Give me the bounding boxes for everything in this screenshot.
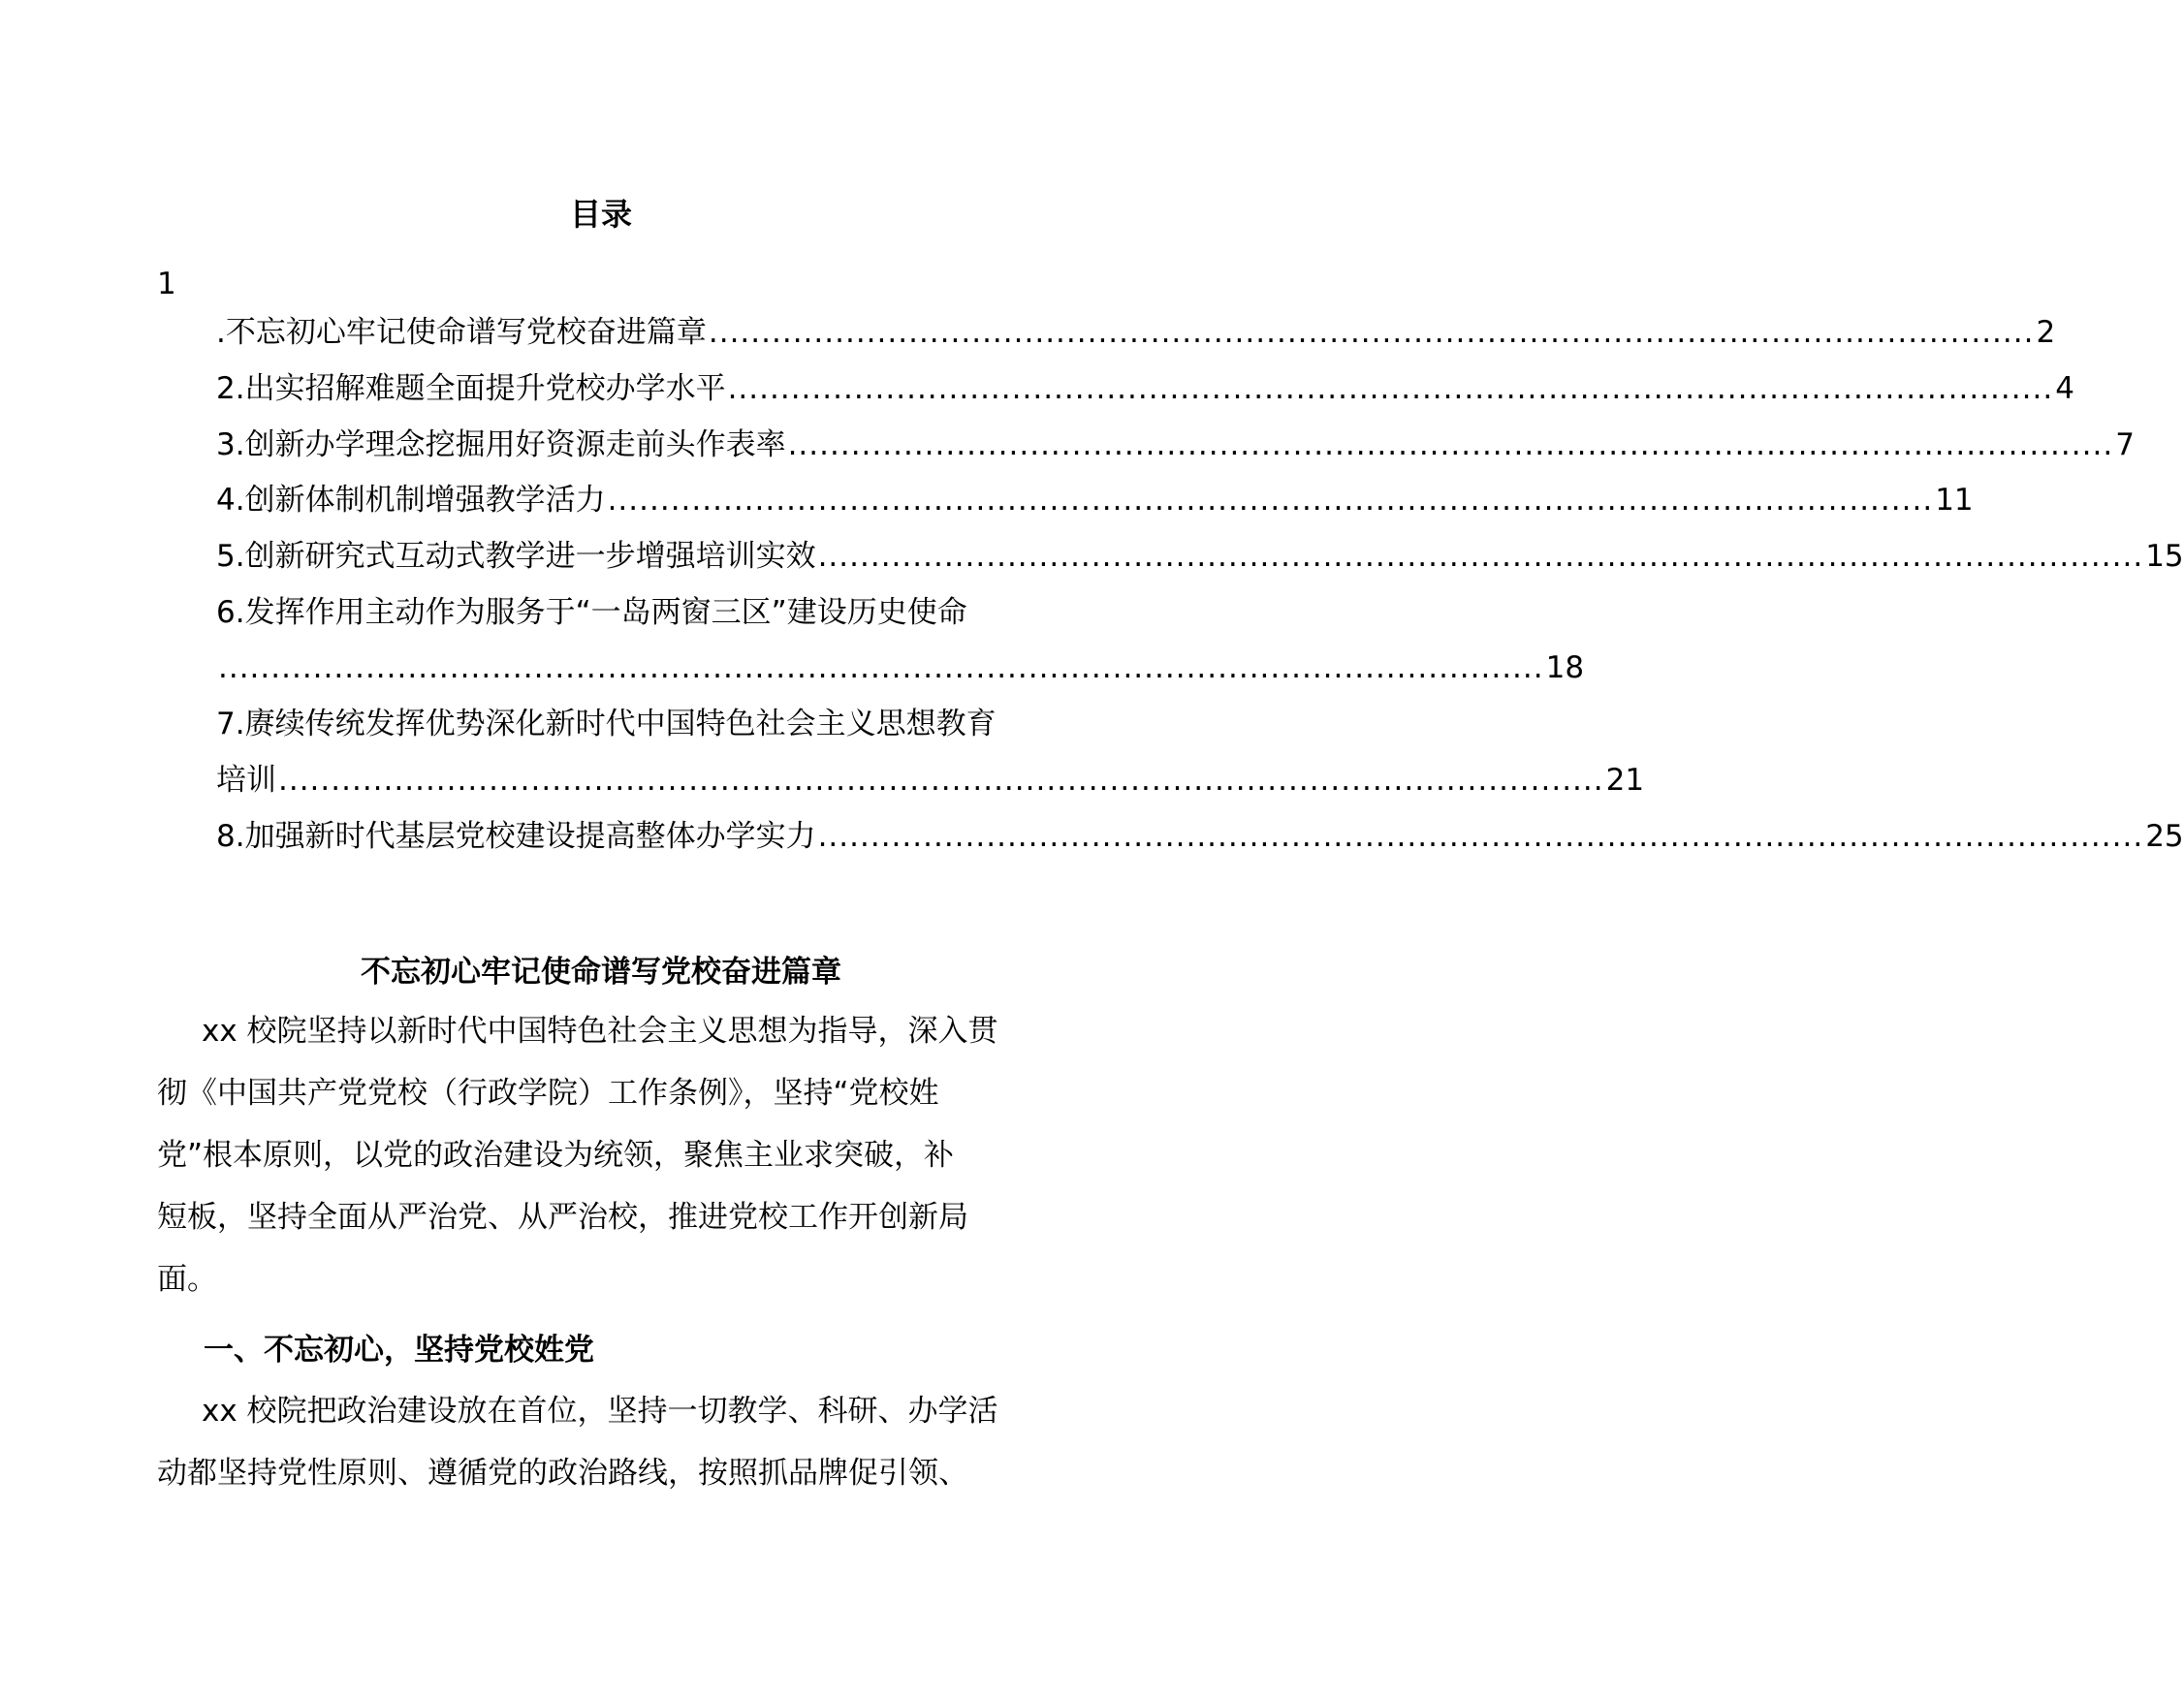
toc-leader-dots: .............................................................................................................................. — [817, 539, 2144, 574]
toc-leader-dots: .............................................................................................................................. — [817, 819, 2144, 854]
toc-entry[interactable] — [216, 532, 2184, 581]
paragraph-line: 动都坚持党性原则、遵循党的政治路线，按照抓品牌促引领、 — [157, 1456, 968, 1491]
toc-entry-page: 25 — [2145, 819, 2184, 854]
toc-entry-text: 2.出实招解难题全面提升党校办学水平 — [216, 371, 726, 406]
paragraph-line: xx 校院坚持以新时代中国特色社会主义思想为指导，深入贯 — [202, 1014, 998, 1049]
toc-leader-dots: .............................................................................................................................. — [218, 650, 1544, 685]
toc-number: 1 — [157, 267, 176, 301]
toc-leader-dots: .............................................................................................................................. — [607, 483, 1934, 518]
toc-leader-dots: .............................................................................................................................. — [708, 315, 2035, 350]
toc-entry-page: 21 — [1605, 763, 1645, 798]
paragraph-line: 面。 — [157, 1262, 217, 1297]
toc-entry-page: 7 — [2115, 427, 2135, 462]
toc-entry-continuation[interactable] — [216, 756, 1645, 804]
toc-entry-text[interactable]: 7.赓续传统发挥优势深化新时代中国特色社会主义思想教育 — [216, 707, 997, 741]
paragraph-line: 彻《中国共产党党校（行政学院）工作条例》，坚持“党校姓 — [157, 1076, 939, 1111]
toc-entry-page: 11 — [1935, 483, 1974, 518]
toc-entry[interactable] — [216, 812, 2184, 861]
toc-entry-text[interactable]: 6.发挥作用主动作为服务于“一岛两窗三区”建设历史使命 — [216, 595, 967, 630]
toc-entry[interactable] — [216, 421, 2135, 469]
toc-entry-continuation[interactable] — [216, 644, 1585, 692]
toc-entry-text: 3.创新办学理念挖掘用好资源走前头作表率 — [216, 427, 786, 462]
paragraph — [157, 1380, 1059, 1504]
toc-title: 目录 — [569, 196, 632, 233]
toc-entry-text: 8.加强新时代基层党校建设提高整体办学实力 — [216, 819, 816, 854]
toc-entry-text: 5.创新研究式互动式教学进一步增强培训实效 — [216, 539, 816, 574]
toc-leader-dots: .............................................................................................................................. — [278, 763, 1604, 798]
section-heading: 一、不忘初心，坚持党校姓党 — [204, 1333, 594, 1368]
toc-entry-text: 4.创新体制机制增强教学活力 — [216, 483, 606, 518]
paragraph-line: 党”根本原则，以党的政治建设为统领，聚焦主业求突破，补 — [157, 1138, 955, 1173]
paragraph — [157, 1000, 1059, 1310]
article-title: 不忘初心牢记使命谱写党校奋进篇章 — [361, 955, 841, 990]
toc-entry[interactable] — [216, 364, 2074, 413]
toc-entry-page: 2 — [2036, 315, 2056, 350]
toc-entry-text-continued: 培训 — [216, 763, 276, 798]
toc-entry-text: .不忘初心牢记使命谱写党校奋进篇章 — [216, 315, 707, 350]
paragraph-line: xx 校院把政治建设放在首位，坚持一切教学、科研、办学活 — [202, 1394, 998, 1429]
toc-entry[interactable] — [216, 476, 1974, 524]
toc-entry[interactable] — [216, 308, 2056, 357]
toc-entry-page: 4 — [2055, 371, 2074, 406]
toc-leader-dots: .............................................................................................................................. — [727, 371, 2054, 406]
toc-entry-page: 18 — [1545, 650, 1585, 685]
paragraph-line: 短板，坚持全面从严治党、从严治校，推进党校工作开创新局 — [157, 1200, 968, 1235]
toc-leader-dots: .............................................................................................................................. — [787, 427, 2114, 462]
toc-entry-page: 15 — [2145, 539, 2184, 574]
